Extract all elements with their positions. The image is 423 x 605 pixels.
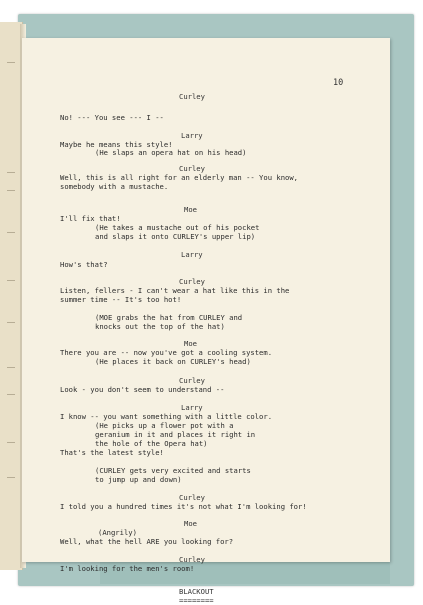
speaker-name: Moe bbox=[184, 519, 197, 528]
dialogue-line: No! --- You see --- I -- bbox=[60, 113, 164, 122]
speaker-name: BLACKOUT bbox=[179, 587, 214, 596]
speaker-name: Larry bbox=[181, 250, 203, 259]
speaker-name: Curley bbox=[179, 277, 205, 286]
stage-direction: (MOE grabs the hat from CURLEY and bbox=[95, 313, 243, 322]
stage-direction: (CURLEY gets very excited and starts bbox=[95, 466, 251, 475]
stage-direction: and slaps it onto CURLEY's upper lip) bbox=[95, 232, 256, 241]
dialogue-line: somebody with a mustache. bbox=[60, 182, 169, 191]
stage-direction: (He slaps an opera hat on his head) bbox=[95, 148, 247, 157]
speaker-name: Curley bbox=[179, 376, 205, 385]
stage-direction: to jump up and down) bbox=[95, 475, 182, 484]
dialogue-line: Well, what the hell ARE you looking for? bbox=[60, 537, 234, 546]
speaker-name: Larry bbox=[181, 403, 203, 412]
speaker-name: Moe bbox=[184, 339, 197, 348]
speaker-name: Curley bbox=[179, 92, 205, 101]
dialogue-line: (Angrily) bbox=[98, 528, 137, 537]
dialogue-line: How's that? bbox=[60, 260, 108, 269]
stage-direction: the hole of the Opera hat) bbox=[95, 439, 208, 448]
dialogue-line: That's the latest style! bbox=[60, 448, 164, 457]
speaker-name: Curley bbox=[179, 164, 205, 173]
page-number: 10 bbox=[333, 78, 344, 88]
stage-direction: (He places it back on CURLEY's head) bbox=[95, 357, 251, 366]
stage-direction: geranium in it and places it right in bbox=[95, 430, 256, 439]
dialogue-line: Listen, fellers - I can't wear a hat like this in the bbox=[60, 286, 290, 295]
stage-direction: (He takes a mustache out of his pocket bbox=[95, 223, 260, 232]
dialogue-line: Well, this is all right for an elderly man -- You know, bbox=[60, 173, 298, 182]
speaker-name: Larry bbox=[181, 131, 203, 140]
dialogue-line: I know -- you want something with a little color. bbox=[60, 412, 273, 421]
dialogue-line: I'm looking for the men's room! bbox=[60, 564, 195, 573]
dialogue-line: I told you a hundred times it's not what I'm looking for! bbox=[60, 502, 307, 511]
dialogue-line: I'll fix that! bbox=[60, 214, 121, 223]
speaker-name: Curley bbox=[179, 555, 205, 564]
dialogue-line: There you are -- now you've got a cooling system. bbox=[60, 348, 273, 357]
stage-direction: knocks out the top of the hat) bbox=[95, 322, 225, 331]
speaker-name: Curley bbox=[179, 493, 205, 502]
dialogue-line: Maybe he means this style! bbox=[60, 140, 173, 149]
dialogue-line: Look - you don't seem to understand -- bbox=[60, 385, 225, 394]
speaker-name: ======== bbox=[179, 596, 214, 605]
dialogue-line: summer time -- It's too hot! bbox=[60, 295, 182, 304]
stage-direction: (He picks up a flower pot with a bbox=[95, 421, 234, 430]
speaker-name: Moe bbox=[184, 205, 197, 214]
